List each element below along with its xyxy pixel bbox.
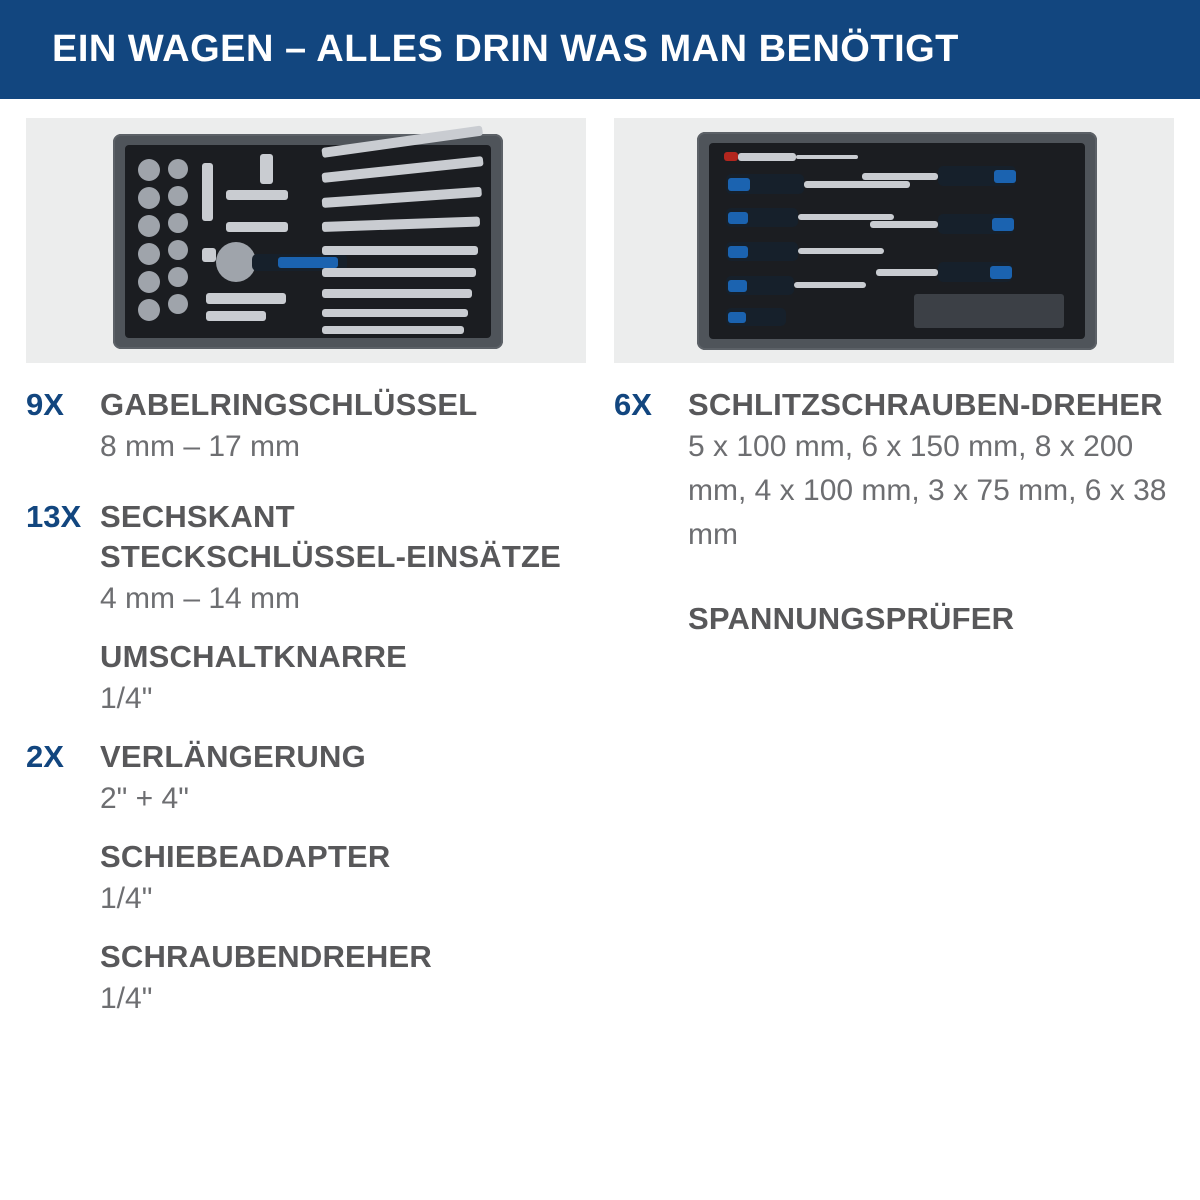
item-spec: 1/4" bbox=[100, 982, 153, 1015]
socket bbox=[168, 213, 188, 233]
item-name: SCHIEBEADAPTER bbox=[100, 839, 391, 874]
item-name: SPANNUNGSPRÜFER bbox=[688, 601, 1015, 636]
tray-compartment bbox=[914, 294, 1064, 328]
item-quantity: 9X bbox=[26, 387, 64, 422]
socket bbox=[168, 186, 188, 206]
combination-wrench bbox=[322, 246, 478, 255]
socket bbox=[168, 294, 188, 314]
extension-bar bbox=[206, 311, 266, 321]
socket bbox=[138, 243, 160, 265]
list-item bbox=[26, 837, 586, 921]
item-spec: 1/4" bbox=[100, 882, 153, 915]
list-item bbox=[26, 937, 586, 1021]
header-banner bbox=[0, 0, 1200, 99]
screwdriver-blade bbox=[804, 181, 910, 188]
screwdriver-grip bbox=[728, 280, 747, 292]
screwdriver-grip bbox=[994, 170, 1016, 183]
spec-list-right bbox=[614, 385, 1174, 639]
combination-wrench bbox=[322, 326, 464, 334]
screwdriver-blade bbox=[798, 214, 894, 220]
item-spec: 8 mm – 17 mm bbox=[100, 430, 301, 463]
voltage-tester-cap bbox=[724, 152, 738, 161]
screwdriver-blade bbox=[794, 282, 866, 288]
voltage-tester-shaft bbox=[796, 155, 858, 159]
extension-bar bbox=[206, 293, 286, 304]
combination-wrench bbox=[322, 309, 468, 317]
screwdriver-blade bbox=[862, 173, 938, 180]
item-name: SCHLITZSCHRAUBEN-DREHER bbox=[688, 387, 1163, 422]
item-name: VERLÄNGERUNG bbox=[100, 739, 366, 774]
spec-list-left bbox=[26, 385, 586, 1021]
screwdriver-grip bbox=[728, 212, 748, 224]
adapter bbox=[260, 154, 273, 184]
socket bbox=[138, 159, 160, 181]
screwdriver-grip bbox=[728, 178, 750, 191]
item-spec: 4 mm – 14 mm bbox=[100, 582, 301, 615]
socket bbox=[168, 267, 188, 287]
screwdriver-grip bbox=[728, 312, 746, 323]
screwdriver-grip bbox=[990, 266, 1012, 279]
item-name: SECHSKANT STECKSCHLÜSSEL-EINSÄTZE bbox=[100, 499, 562, 574]
item-quantity: 2X bbox=[26, 739, 64, 774]
socket bbox=[168, 159, 188, 179]
extension-bar bbox=[226, 190, 288, 200]
list-item bbox=[614, 385, 1174, 557]
item-spec: 5 x 100 mm, 6 x 150 mm, 8 x 200 mm, 4 x 100 mm, 3 x 75 mm, 6 x 38 mm bbox=[688, 430, 1167, 551]
screwdriver-grip bbox=[728, 246, 748, 258]
screwdriver-blade bbox=[798, 248, 884, 254]
ratchet-grip bbox=[278, 257, 338, 268]
screwdriver-grip bbox=[992, 218, 1014, 231]
content-columns bbox=[0, 118, 1200, 1023]
list-item bbox=[26, 637, 586, 721]
item-quantity: 13X bbox=[26, 499, 82, 534]
voltage-tester-handle bbox=[738, 153, 796, 161]
screwdriver-blade bbox=[870, 221, 938, 228]
tray-photo-wrenches bbox=[26, 118, 586, 363]
combination-wrench bbox=[322, 289, 472, 298]
socket bbox=[138, 299, 160, 321]
screwdriver-blade bbox=[876, 269, 938, 276]
combination-wrench bbox=[322, 268, 476, 277]
column-left bbox=[26, 118, 586, 1023]
column-right bbox=[614, 118, 1174, 1023]
socket bbox=[138, 215, 160, 237]
item-name: GABELRINGSCHLÜSSEL bbox=[100, 387, 478, 422]
item-quantity: 6X bbox=[614, 387, 652, 422]
socket bbox=[138, 187, 160, 209]
ratchet-head bbox=[216, 242, 256, 282]
item-spec: 2" + 4" bbox=[100, 782, 189, 815]
page-title: EIN WAGEN – ALLES DRIN WAS MAN BENÖTIGT bbox=[52, 28, 959, 70]
list-item bbox=[26, 385, 586, 469]
socket bbox=[138, 271, 160, 293]
extension-bar bbox=[226, 222, 288, 232]
item-name: UMSCHALTKNARRE bbox=[100, 639, 408, 674]
item-spec: 1/4" bbox=[100, 682, 153, 715]
extension-bar bbox=[202, 163, 213, 221]
tray-photo-screwdrivers bbox=[614, 118, 1174, 363]
list-item bbox=[26, 497, 586, 621]
adapter bbox=[202, 248, 216, 262]
list-item bbox=[614, 599, 1174, 639]
list-item bbox=[26, 737, 586, 821]
item-name: SCHRAUBENDREHER bbox=[100, 939, 432, 974]
socket bbox=[168, 240, 188, 260]
